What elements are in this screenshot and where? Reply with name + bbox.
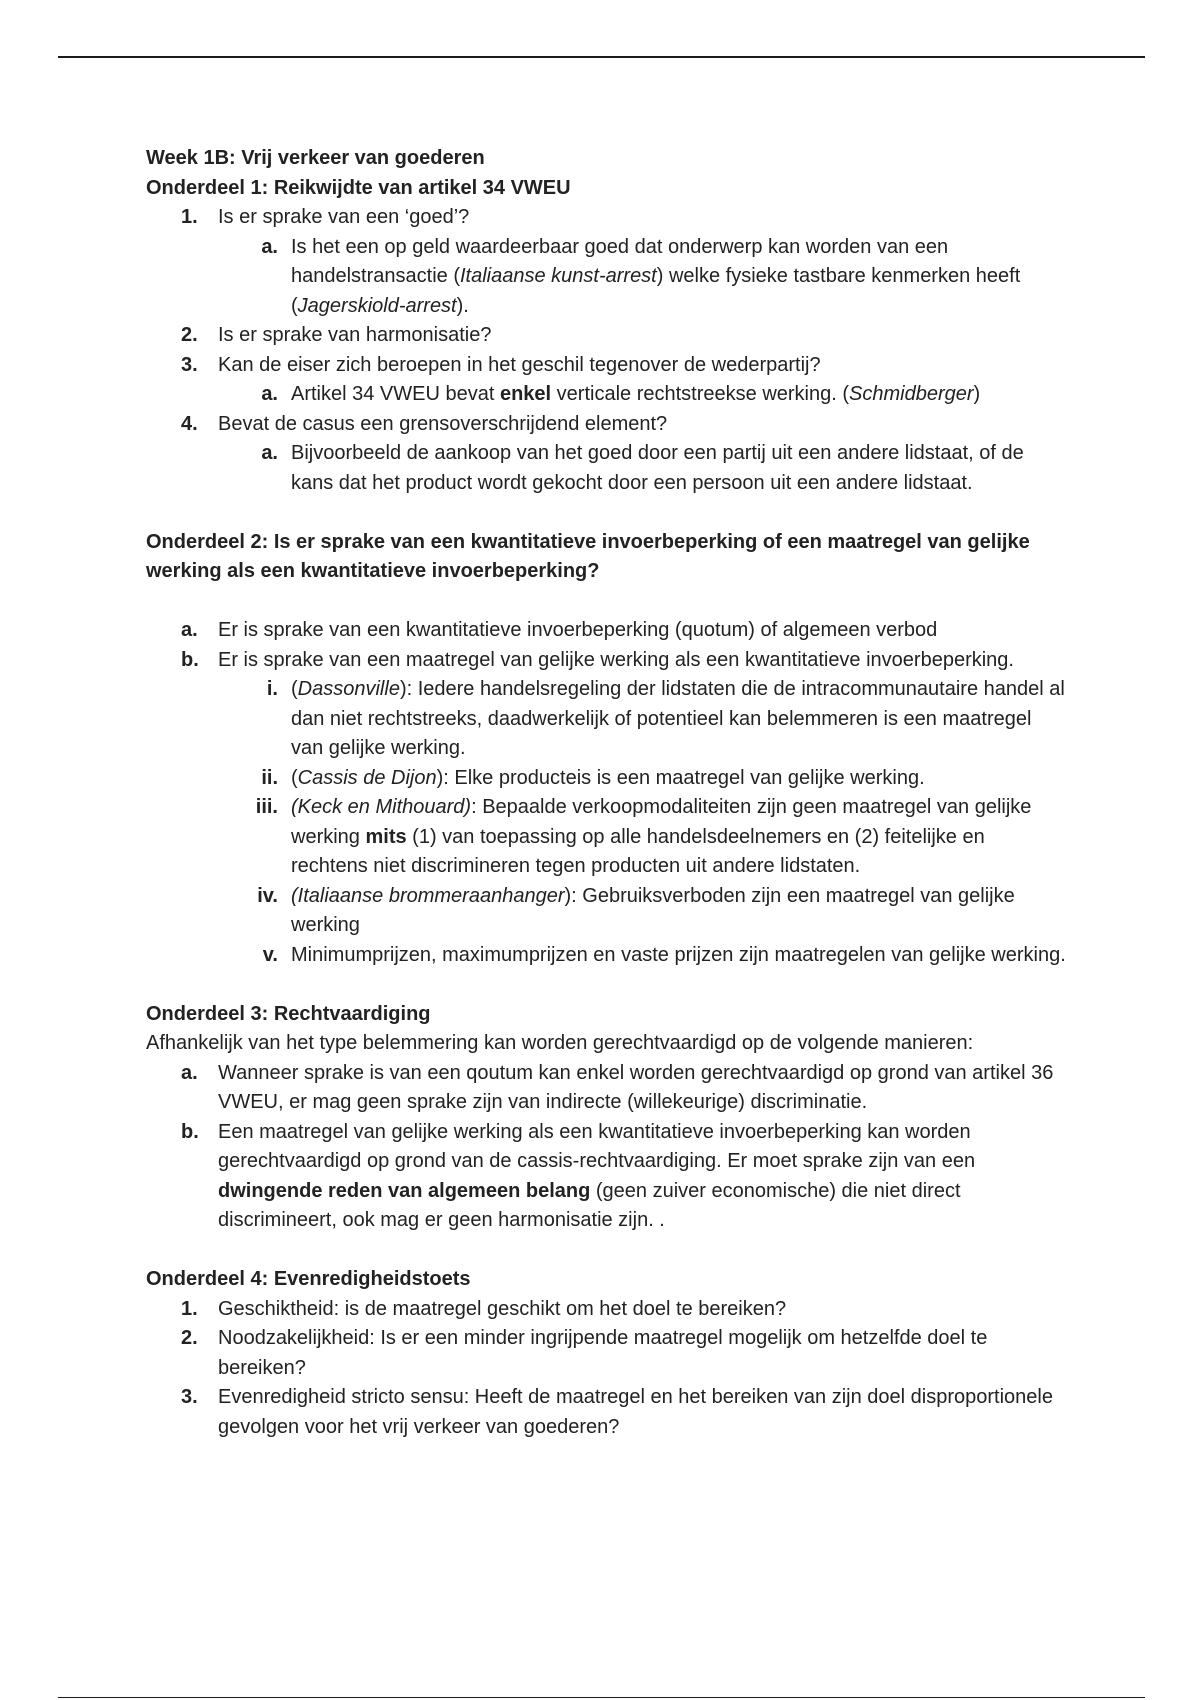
list-item [146,1059,1066,1118]
emphasis: enkel [499,383,552,405]
list-text: Evenredigheid stricto sensu: Heeft de maatregel en het bereiken van zijn doel disproportionele gevolgen voor het vrij verkeer van goederen? [218,1386,1053,1438]
section-heading: Onderdeel 3: Rechtvaardiging [146,1002,431,1025]
list-text: : Bepaalde verkoopmodaliteiten zijn geen maatregel van gelijke werking [291,796,1032,848]
list-text: Minimumprijzen, maximumprijzen en vaste prijzen zijn maatregelen van gelijke werking. [291,943,1066,966]
list-marker: a. [261,235,278,258]
list-text: Er is sprake van een maatregel van gelijke werking als een kwantitatieve invoerbeperking. [218,648,1014,671]
list-text: ) [973,383,981,405]
list-text: Artikel 34 VWEU bevat [291,383,500,405]
list-item [146,793,1066,882]
list-marker: v. [262,943,278,966]
list-text: Bevat de casus een grensoverschrijdend element? [218,412,668,435]
list-text: Er is sprake van een kwantitatieve invoerbeperking (quotum) of algemeen verbod [218,619,938,641]
spacer [146,1236,1066,1266]
header-rule [58,56,1145,58]
list-text: Een maatregel van gelijke werking als een kwantitatieve invoerbeperking kan worden gerechtvaardigd op grond van de cassis-rechtvaardiging. Er moet sprake zijn van een [218,1120,976,1172]
list-marker: iv. [257,884,278,907]
section-intro: Afhankelijk van het type belemmering kan worden gerechtvaardigd op de volgende manieren: [146,1032,974,1054]
list-item [146,675,1066,764]
list-marker: b. [181,648,199,671]
list-marker: a. [181,619,198,641]
list-item [146,941,1066,971]
list-text: Bijvoorbeeld de aankoop van het goed door een partij uit een andere lidstaat, of de kans dat het product wordt gekocht door een persoon uit een andere lidstaat. [291,442,1024,494]
list-marker: 1. [181,1297,198,1320]
list-text: ( [291,678,298,700]
list-text: Is er sprake van harmonisatie? [218,324,492,346]
list-text: ): Iedere handelsregeling der lidstaten die de intracommunautaire handel al dan niet rechtstreeks, daadwerkelijk of potentieel kan belemmeren is een maatregel van gelijke werking. [291,678,1065,759]
spacer [146,498,1066,528]
list-item [146,321,1066,351]
list-text: Wanneer sprake is van een qoutum kan enkel worden gerechtvaardigd op grond van artikel 36 VWEU, er mag geen sprake zijn van indirecte (willekeurige) discriminatie. [218,1061,1054,1113]
list-text: ). [456,294,469,317]
list-item [146,616,1066,646]
list-marker: 2. [181,1327,198,1349]
list-text: Is er sprake van een ‘goed’? [218,206,470,228]
case-name: Italiaanse kunst-arrest [459,265,657,287]
list-text: (geen zuiver economische) die niet direct discrimineert, ook mag er geen harmonisatie zijn. . [218,1179,961,1231]
document-page [146,144,1066,1442]
list-marker: iii. [255,796,278,818]
list-text: verticale rechtstreekse werking. ( [551,383,850,405]
case-name: Cassis de Dijon [297,766,437,789]
list-marker: ii. [261,766,278,789]
list-text: ): Elke producteis is een maatregel van gelijke werking. [436,766,925,789]
case-name: (Keck en Mithouard) [291,796,472,818]
footer-rule [58,1697,1145,1698]
list-item [146,380,1066,410]
list-marker: a. [261,442,278,464]
list-text: Geschiktheid: is de maatregel geschikt om het doel te bereiken? [218,1297,787,1320]
list-text: ): Gebruiksverboden zijn een maatregel van gelijke werking [291,884,1015,936]
section-heading: Onderdeel 1: Reikwijdte van artikel 34 VWEU [146,176,571,199]
emphasis: mits [365,825,407,848]
list-marker: b. [181,1120,199,1143]
list-item [146,1383,1066,1442]
list-marker: a. [261,383,278,405]
list-item [146,203,1066,233]
list-marker: 2. [181,324,198,346]
list-item [146,646,1066,676]
list-item [146,1118,1066,1236]
list-marker: 3. [181,1386,198,1408]
list-marker: 3. [181,353,198,376]
list-item [146,233,1066,322]
list-item [146,410,1066,440]
list-marker: a. [181,1061,198,1084]
case-name: (Italiaanse brommeraanhanger [291,884,565,907]
list-text: ( [291,766,298,789]
list-marker: 4. [181,412,198,435]
list-item [146,1324,1066,1383]
list-marker: i. [266,678,278,700]
list-text: Is het een op geld waardeerbaar goed dat onderwerp kan worden van een handelstransactie ( [291,235,949,287]
list-text: Noodzakelijkheid: Is er een minder ingrijpende maatregel mogelijk om hetzelfde doel te bereiken? [218,1327,988,1379]
section-heading: Onderdeel 2: Is er sprake van een kwantitatieve invoerbeperking of een maatregel van gelijke werking als een kwantitatieve invoerbeperking? [146,530,1030,582]
list-marker: 1. [181,206,198,228]
list-item [146,764,1066,794]
list-item [146,1295,1066,1325]
list-item [146,439,1066,498]
spacer [146,970,1066,1000]
case-name: Schmidberger [849,383,974,405]
emphasis: dwingende reden van algemeen belang [218,1179,591,1202]
list-item [146,882,1066,941]
list-text: (1) van toepassing op alle handelsdeelnemers en (2) feitelijke en rechtens niet discrimineren tegen producten uit andere lidstaten. [291,825,985,877]
spacer [146,587,1066,617]
case-name: Dassonville [297,678,400,700]
section-heading: Onderdeel 4: Evenredigheidstoets [146,1268,471,1290]
list-item [146,351,1066,381]
case-name: Jagerskiold-arrest [297,294,457,317]
list-text: ) welke fysieke tastbare kenmerken heeft ( [291,265,1021,317]
document-title: Week 1B: Vrij verkeer van goederen [146,147,485,169]
list-text: Kan de eiser zich beroepen in het geschil tegenover de wederpartij? [218,353,821,376]
